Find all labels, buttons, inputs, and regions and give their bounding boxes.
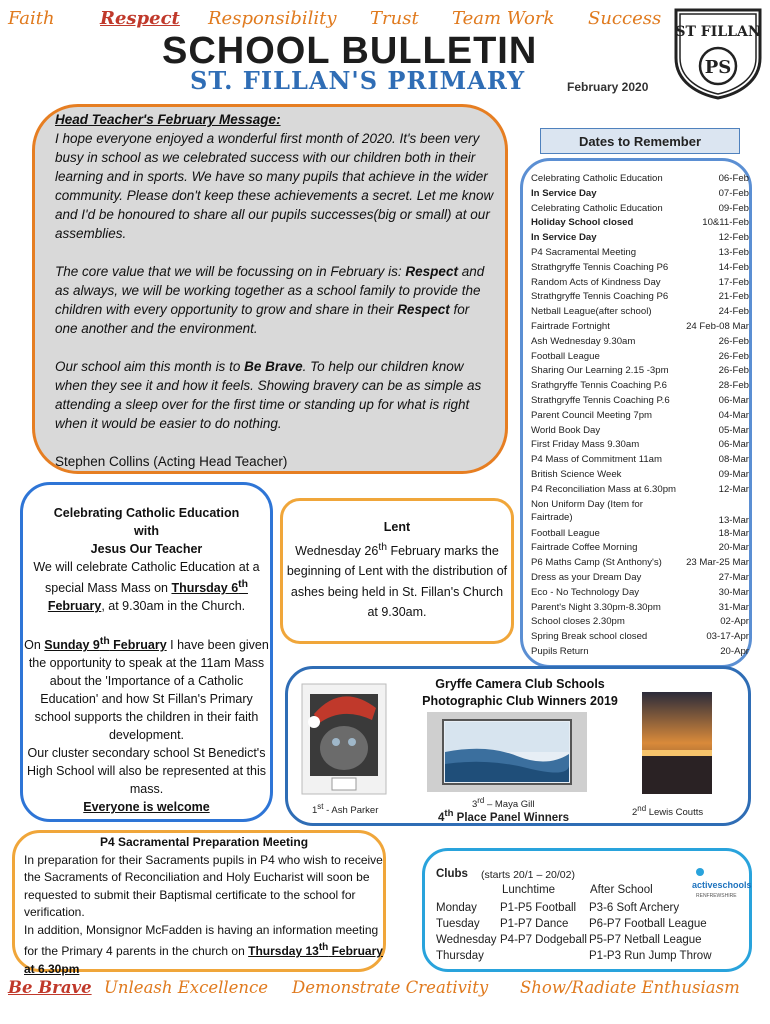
date-value: 20-Mar (718, 542, 749, 554)
ht-paragraph-1: I hope everyone enjoyed a wonderful first month of 2020. It's been very busy in school as we celebrated success with our children both in their learning and in sports. We have so many pupils that achieve in the wider community. Please don't keep these achievements a secret. Let me know and I'd be honoured to share all our pupils successes(big or small) at our assemblies. (55, 131, 494, 241)
bulletin-date: February 2020 (567, 80, 649, 94)
date-value: 02-Apr (720, 616, 749, 628)
ce-welcome: Everyone is welcome (83, 800, 210, 815)
date-row (531, 364, 749, 379)
caption-third: 3rd – Maya Gill (472, 796, 535, 811)
date-value: 14-Feb (718, 261, 749, 273)
kitten-photo (302, 684, 386, 794)
date-row (531, 261, 749, 276)
p4-title: P4 Sacramental Preparation Meeting (99, 835, 309, 849)
ce-title-2: with (134, 524, 159, 538)
lent-notice (284, 517, 510, 623)
date-row (531, 276, 749, 291)
date-event: Celebrating Catholic Education (531, 202, 663, 214)
date-row (531, 216, 749, 231)
ht-paragraph-3: Our school aim this month is to Be Brave. To help our children know when they see it and how it feels. Showing bravery can be as simple as attending a sleep over for the first time or standing up for what is right when it would be easier to do nothing. (55, 359, 482, 431)
caption-second: 2nd Lewis Coutts (632, 804, 704, 819)
date-event: Netball League(after school) (531, 306, 652, 318)
date-row (531, 453, 749, 468)
date-value: 26-Feb (718, 335, 749, 347)
value-respect: Respect (100, 8, 180, 29)
date-row (531, 586, 749, 601)
date-value: 10&11-Feb (702, 217, 749, 229)
date-value: 06-Mar (718, 394, 749, 406)
logo-text: ST FILLAN (675, 24, 761, 40)
date-value: 12-Mar (718, 483, 749, 495)
date-event: In Service Day (531, 232, 597, 244)
school-crest-logo (672, 6, 764, 100)
date-event: Spring Break school closed (531, 631, 648, 643)
seascape-photo (427, 712, 587, 792)
ce-paragraph-2: On Sunday 9th February I have been given the opportunity to speak at the 11am Mass about the 'Importance of a Catholic Education' and how St Fillan's Primary school supports the children in their faith development. (24, 636, 269, 743)
clubs-dates: (starts 20/1 – 20/02) (481, 869, 575, 881)
ce-paragraph-1: We will celebrate Catholic Education at a special Mass Mass on Thursday 6th February, at 9.30am in the Church. (33, 560, 260, 614)
date-value: 24 Feb-08 Mar (686, 320, 749, 332)
date-row (531, 645, 749, 660)
date-row (531, 438, 749, 453)
date-value: 24-Feb (718, 306, 749, 318)
date-row (531, 541, 749, 556)
lent-title: Lent (383, 520, 411, 534)
date-event: World Book Day (531, 424, 601, 436)
date-event: Srathgryffe Tennis Coaching P.6 (531, 380, 668, 392)
date-row (531, 483, 749, 498)
date-event: In Service Day (531, 187, 597, 199)
date-value: 07-Feb (718, 187, 749, 199)
celebrating-catholic-education (24, 504, 269, 816)
date-value: 28-Feb (718, 380, 749, 392)
value-faith: Faith (8, 8, 55, 29)
date-row (531, 379, 749, 394)
head-teacher-heading: Head Teacher's February Message: (55, 112, 281, 127)
value-trust: Trust (370, 8, 419, 29)
date-event: Football League (531, 350, 600, 362)
date-row (531, 409, 749, 424)
date-event: Fairtrade Fortnight (531, 320, 610, 332)
date-value: 26-Feb (718, 365, 749, 377)
ce-paragraph-3: Our cluster secondary school St Benedict's High School will also be represented at this mass. (26, 746, 267, 797)
date-value: 20-Apr (720, 645, 749, 657)
date-value: 26-Feb (718, 350, 749, 362)
ce-title-1: Celebrating Catholic Education (53, 506, 240, 520)
date-value: 09-Mar (718, 468, 749, 480)
date-event: P4 Sacramental Meeting (531, 246, 637, 258)
date-value: 23 Mar-25 Mar (686, 557, 749, 569)
sunset-photo (642, 692, 712, 794)
p4-paragraph-1: In preparation for their Sacraments pupils in P4 who wish to receive the Sacraments of Reconciliation and Holy Eucharist will soon be requested to submit their Baptismal certificate to the school for verification. (24, 852, 383, 919)
date-value: 18-Mar (718, 527, 749, 539)
date-value: 27-Mar (718, 571, 749, 583)
clubs-title: Clubs (436, 868, 468, 880)
date-event: Strathgryffe Tennis Coaching P.6 (531, 394, 670, 406)
value-be-brave: Be Brave (8, 978, 92, 997)
camera-club-title: Gryffe Camera Club Schools Photographic Club Winners 2019 (422, 677, 618, 708)
svg-text:activeschools: activeschools (692, 880, 752, 890)
lent-text: Wednesday 26th February marks the beginning of Lent with the distribution of ashes being held in St. Fillan's Church at 9.30am. (286, 541, 508, 620)
date-value: 31-Mar (718, 601, 749, 613)
value-success: Success (588, 8, 662, 29)
date-row (531, 424, 749, 439)
date-row (531, 468, 749, 483)
value-unleash-excellence: Unleash Excellence (104, 978, 269, 997)
date-value: 06-Feb (718, 173, 749, 184)
logo-initials: PS (704, 57, 732, 78)
date-value: 21-Feb (718, 291, 749, 303)
date-value: 12-Feb (718, 232, 749, 244)
date-row (531, 498, 749, 527)
active-schools-logo (690, 862, 752, 902)
ht-signature: Stephen Collins (Acting Head Teacher) (55, 454, 288, 469)
date-event: Random Acts of Kindness Day (531, 276, 661, 288)
date-row (531, 231, 749, 246)
date-row (531, 172, 749, 187)
date-event: P4 Mass of Commitment 11am (531, 454, 662, 466)
date-event: P6 Maths Camp (St Anthony's) (531, 557, 662, 569)
date-event: Strathgryffe Tennis Coaching P6 (531, 291, 669, 303)
svg-text:RENFREWSHIRE: RENFREWSHIRE (696, 893, 737, 899)
date-row (531, 556, 749, 571)
date-row (531, 290, 749, 305)
date-row (531, 350, 749, 365)
clubs-afterschool: P3-6 Soft Archery P6-P7 Football League P5-P7 Netball League P1-P3 Run Jump Throw (589, 902, 712, 962)
value-responsibility: Responsibility (208, 8, 337, 29)
date-event: Non Uniform Day (Item for Fairtrade) (531, 498, 643, 523)
date-event: Ash Wednesday 9.30am (531, 335, 636, 347)
value-demonstrate-creativity: Demonstrate Creativity (292, 978, 489, 997)
date-value: 09-Feb (718, 202, 749, 214)
date-row (531, 305, 749, 320)
date-event: Strathgryffe Tennis Coaching P6 (531, 261, 669, 273)
head-teacher-message (55, 110, 495, 490)
value-show-radiate-enthusiasm: Show/Radiate Enthusiasm (520, 978, 740, 997)
date-row (531, 571, 749, 586)
date-value: 03-17-Apr (706, 631, 749, 643)
page-title: SCHOOL BULLETIN (162, 30, 538, 72)
clubs-days: Monday Tuesday Wednesday Thursday (436, 902, 497, 962)
date-row (531, 246, 749, 261)
date-row (531, 187, 749, 202)
date-event: Pupils Return (531, 645, 589, 657)
date-event: Parent's Night 3.30pm-8.30pm (531, 601, 661, 613)
dates-heading: Dates to Remember (540, 128, 740, 154)
clubs-lunchtime: P1-P5 Football P1-P7 Dance P4-P7 Dodgeball (500, 902, 587, 946)
date-event: First Friday Mass 9.30am (531, 439, 640, 451)
p4-sacramental-meeting (24, 834, 384, 978)
date-event: Football League (531, 527, 600, 539)
date-event: Eco - No Technology Day (531, 586, 640, 598)
date-event: School closes 2.30pm (531, 616, 625, 628)
school-name: ST. FILLAN'S PRIMARY (190, 66, 526, 95)
date-value: 17-Feb (718, 276, 749, 288)
date-event: British Science Week (531, 468, 622, 480)
clubs-afterschool-header: After School (590, 884, 653, 896)
caption-first: 1st - Ash Parker (312, 802, 379, 817)
date-value: 04-Mar (718, 409, 749, 421)
date-value: 13-Feb (718, 246, 749, 258)
date-event: Sharing Our Learning 2.15 -3pm (531, 365, 669, 377)
date-row (531, 601, 749, 616)
ht-paragraph-2: The core value that we will be focussing on in February is: Respect and as always, we will be working together as a school family to provide the children with every opportunity to grow and share in their Respect for one another and the environment. (55, 264, 485, 336)
date-row (531, 615, 749, 630)
ce-title-3: Jesus Our Teacher (90, 542, 203, 556)
date-value: 05-Mar (718, 424, 749, 436)
caption-fourth: 4th Place Panel Winners (438, 808, 570, 824)
date-row (531, 202, 749, 217)
date-value: 13-Mar (718, 514, 749, 526)
value-teamwork: Team Work (452, 8, 555, 29)
date-row (531, 335, 749, 350)
date-event: P4 Reconciliation Mass at 6.30pm (531, 483, 677, 495)
date-row (531, 394, 749, 409)
p4-paragraph-2: In addition, Monsignor McFadden is having an information meeting for the Primary 4 parents in the church on Thursday 13th February at 6.30pm (24, 922, 383, 976)
dates-list (531, 172, 749, 660)
date-value: 06-Mar (718, 439, 749, 451)
date-row (531, 320, 749, 335)
date-event: Holiday School closed (531, 217, 634, 229)
date-event: Dress as your Dream Day (531, 571, 642, 583)
date-row (531, 630, 749, 645)
clubs-lunchtime-header: Lunchtime (502, 884, 556, 896)
date-value: 08-Mar (718, 454, 749, 466)
date-event: Parent Council Meeting 7pm (531, 409, 653, 421)
date-event: Fairtrade Coffee Morning (531, 542, 638, 554)
date-event: Celebrating Catholic Education (531, 173, 663, 184)
date-value: 30-Mar (718, 586, 749, 598)
date-row (531, 527, 749, 542)
